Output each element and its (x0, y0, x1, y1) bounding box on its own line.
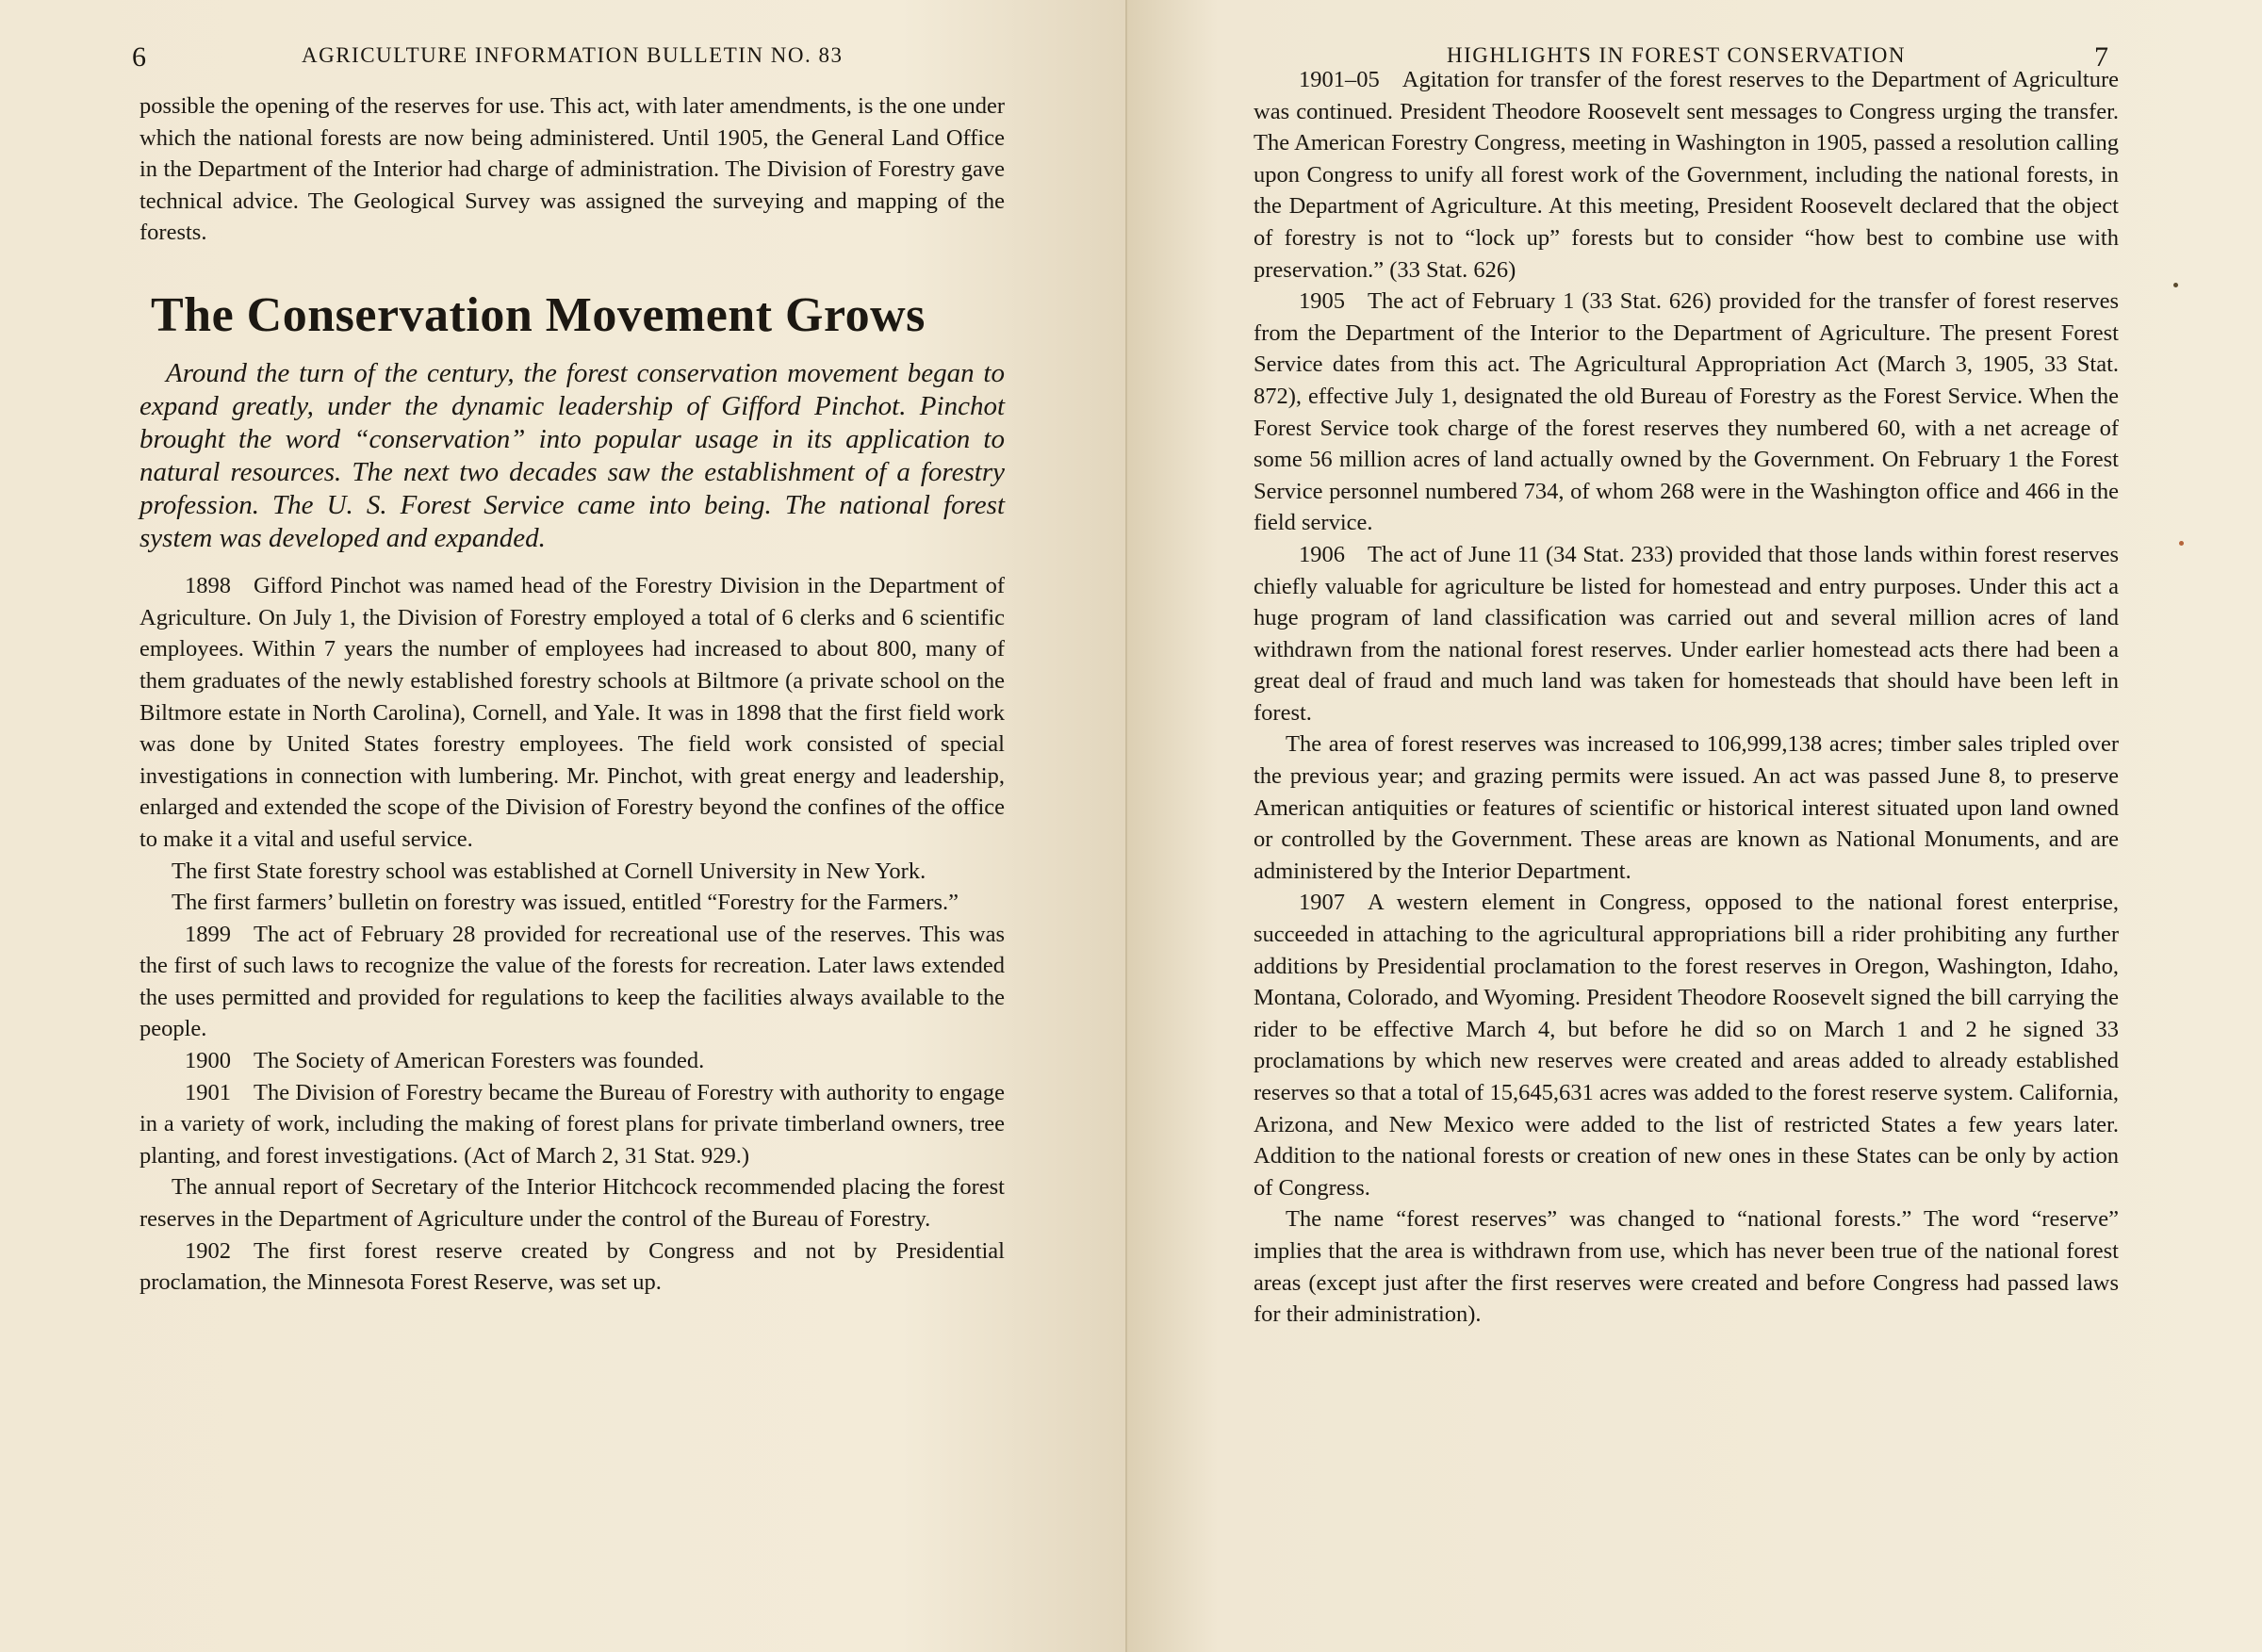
opening-paragraph: possible the opening of the reserves for use. This act, with later amendments, is the one under which the national forests are now being administered. Until 1905, the General Land Office in the Department of the Interior had charge of administration. The Division of Forestry gave technical advice. The Geological Survey was assigned the surveying and mapping of the forests. (139, 93, 1005, 246)
entry-text: The Society of American Foresters was founded. (254, 1048, 705, 1074)
entry-cornell (139, 856, 1005, 888)
paper-speck (2179, 541, 2184, 546)
entry-1901 (139, 1077, 1005, 1172)
entry-year: 1899 (185, 921, 231, 947)
entry-year: 1901–05 (1299, 67, 1380, 92)
entry-text: Agitation for transfer of the forest reserves to the Department of Agriculture was continued. President Theodore Roosevelt sent messages to Congress urging the transfer. The American Forestry Congress, meeting in Washington in 1905, passed a resolution calling upon Congress to unify all forest work of the Government, including the national forests, in the Department of Agriculture. At this meeting, President Roosevelt declared that the object of forestry is not to “lock up” forests but to consider “how best to combine use with preservation.” (33 Stat. 626) (1254, 67, 2119, 283)
entry-text: The area of forest reserves was increased to 106,999,138 acres; timber sales tripled over the previous year; and grazing permits were issued. An act was passed June 8, to preserve American antiquities or features of scientific or historical interest situated upon land owned or controlled by the Government. These areas are known as National Monuments, and are administered by the Interior Department. (1254, 731, 2119, 884)
entry-1902 (139, 1235, 1005, 1299)
page-number-left: 6 (132, 41, 146, 73)
entry-text: The first State forestry school was established at Cornell University in New York. (172, 858, 926, 884)
entry-year: 1901 (185, 1079, 231, 1105)
entry-1899 (139, 919, 1005, 1045)
entry-1907 (1254, 887, 2119, 1203)
entry-year: 1898 (185, 573, 231, 599)
entry-farmers-bulletin (139, 887, 1005, 919)
entry-name-change (1254, 1203, 2119, 1330)
entry-year: 1906 (1299, 541, 1345, 567)
entry-hitchcock (139, 1171, 1005, 1235)
entry-text: The name “forest reserves” was changed to “national forests.” The word “reserve” implies that the area is withdrawn from use, which has never been true of the national forest areas (except just after the first reserves were created and before Congress had passed laws for their administration). (1254, 1206, 2119, 1328)
left-text-column (139, 90, 1005, 1299)
entry-text: The first forest reserve created by Congress and not by Presidential proclamation, the Minnesota Forest Reserve, was set up. (139, 1237, 1005, 1296)
entry-1906 (1254, 539, 2119, 729)
section-intro: Around the turn of the century, the forest conservation movement began to expand greatly, under the dynamic leadership of Gifford Pinchot. Pinchot brought the word “conservation” into popular usage in its application to natural resources. The next two decades saw the establishment of a forestry profession. The U. S. Forest Service came into being. The national forest system was developed and expanded. (139, 358, 1005, 554)
entry-1901-05 (1254, 64, 2119, 286)
entry-text: The first farmers’ bulletin on forestry was issued, entitled “Forestry for the Farmers.” (172, 890, 959, 916)
left-page (0, 0, 1127, 1652)
entry-1898 (139, 570, 1005, 855)
page-number-right: 7 (2094, 41, 2108, 73)
entry-text: The act of February 28 provided for recreational use of the reserves. This was the first of such laws to recognize the value of the forests for recreation. Later laws extended the uses permitted and provided for regulations to keep the facilities always available to the people. (139, 921, 1005, 1042)
right-page (1127, 0, 2262, 1652)
entry-text: The annual report of Secretary of the Interior Hitchcock recommended placing the forest reserves in the Department of Agriculture under the control of the Bureau of Forestry. (139, 1174, 1005, 1233)
paper-speck (2173, 283, 2178, 287)
entry-text: Gifford Pinchot was named head of the Forestry Division in the Department of Agriculture. On July 1, the Division of Forestry employed a total of 6 clerks and 6 scientific employees. Within 7 years the number of employees had increased to about 800, many of them graduates of the newly established forestry schools at Biltmore (a private school on the Biltmore estate in North Carolina), Cornell, and Yale. It was in 1898 that the first field work was done by United States forestry employees. The field work consisted of special investigations in connection with lumbering. Mr. Pinchot, with great energy and leadership, enlarged and extended the scope of the Division of Forestry beyond the confines of the office to make it a vital and useful service. (139, 573, 1005, 852)
section-title: The Conservation Movement Grows (151, 287, 926, 342)
entry-text: A western element in Congress, opposed to the national forest enterprise, succeeded in attaching to the agricultural appropriations bill a rider prohibiting any further additions by Presidential proclamation to the forest reserves in Oregon, Washington, Idaho, Montana, Colorado, and Wyoming. President Theodore Roosevelt signed the bill carrying the rider to be effective March 4, but before he did so on March 1 and 2 he signed 33 proclamations by which new reserves were created and areas added to already established reserves so that a total of 15,645,631 acres was added to the forest reserve system. California, Arizona, and New Mexico were added to the list of restricted States a few years later. Addition to the national forests or creation of new ones in these States can be only by action of Congress. (1254, 890, 2119, 1201)
entry-1906-area (1254, 728, 2119, 887)
entry-1900 (139, 1045, 1005, 1077)
entry-year: 1902 (185, 1237, 231, 1264)
entry-text: The Division of Forestry became the Bureau of Forestry with authority to engage in a variety of work, including the making of forest plans for private timberland owners, tree planting, and forest investigations. (Act of March 2, 31 Stat. 929.) (139, 1079, 1005, 1169)
entry-text: The act of February 1 (33 Stat. 626) provided for the transfer of forest reserves from the Department of the Interior to the Department of Agriculture. The present Forest Service dates from this act. The Agricultural Appropriation Act (March 3, 1905, 33 Stat. 872), effective July 1, designated the old Bureau of Forestry as the Forest Service. When the Forest Service took charge of the forest reserves they numbered 60, with a net acreage of some 56 million acres of land actually owned by the Government. On February 1 the Forest Service personnel numbered 734, of whom 268 were in the Washington office and 466 in the field service. (1254, 288, 2119, 536)
entry-year: 1900 (185, 1048, 231, 1074)
entry-text: The act of June 11 (34 Stat. 233) provided that those lands within forest reserves chiefly valuable for agriculture be listed for homestead and entry purposes. Under this act a huge program of land classification was carried out and several million acres of land withdrawn from the national forest reserves. Under earlier homestead acts there had been a great deal of fraud and much land was taken for homesteads that should have been left in forest. (1254, 541, 2119, 726)
right-text-column (1254, 64, 2119, 1331)
entry-year: 1905 (1299, 288, 1345, 315)
entry-year: 1907 (1299, 890, 1345, 916)
entry-1905 (1254, 286, 2119, 539)
running-head-left: AGRICULTURE INFORMATION BULLETIN NO. 83 (302, 43, 844, 67)
running-head-right: HIGHLIGHTS IN FOREST CONSERVATION (1447, 43, 1907, 67)
